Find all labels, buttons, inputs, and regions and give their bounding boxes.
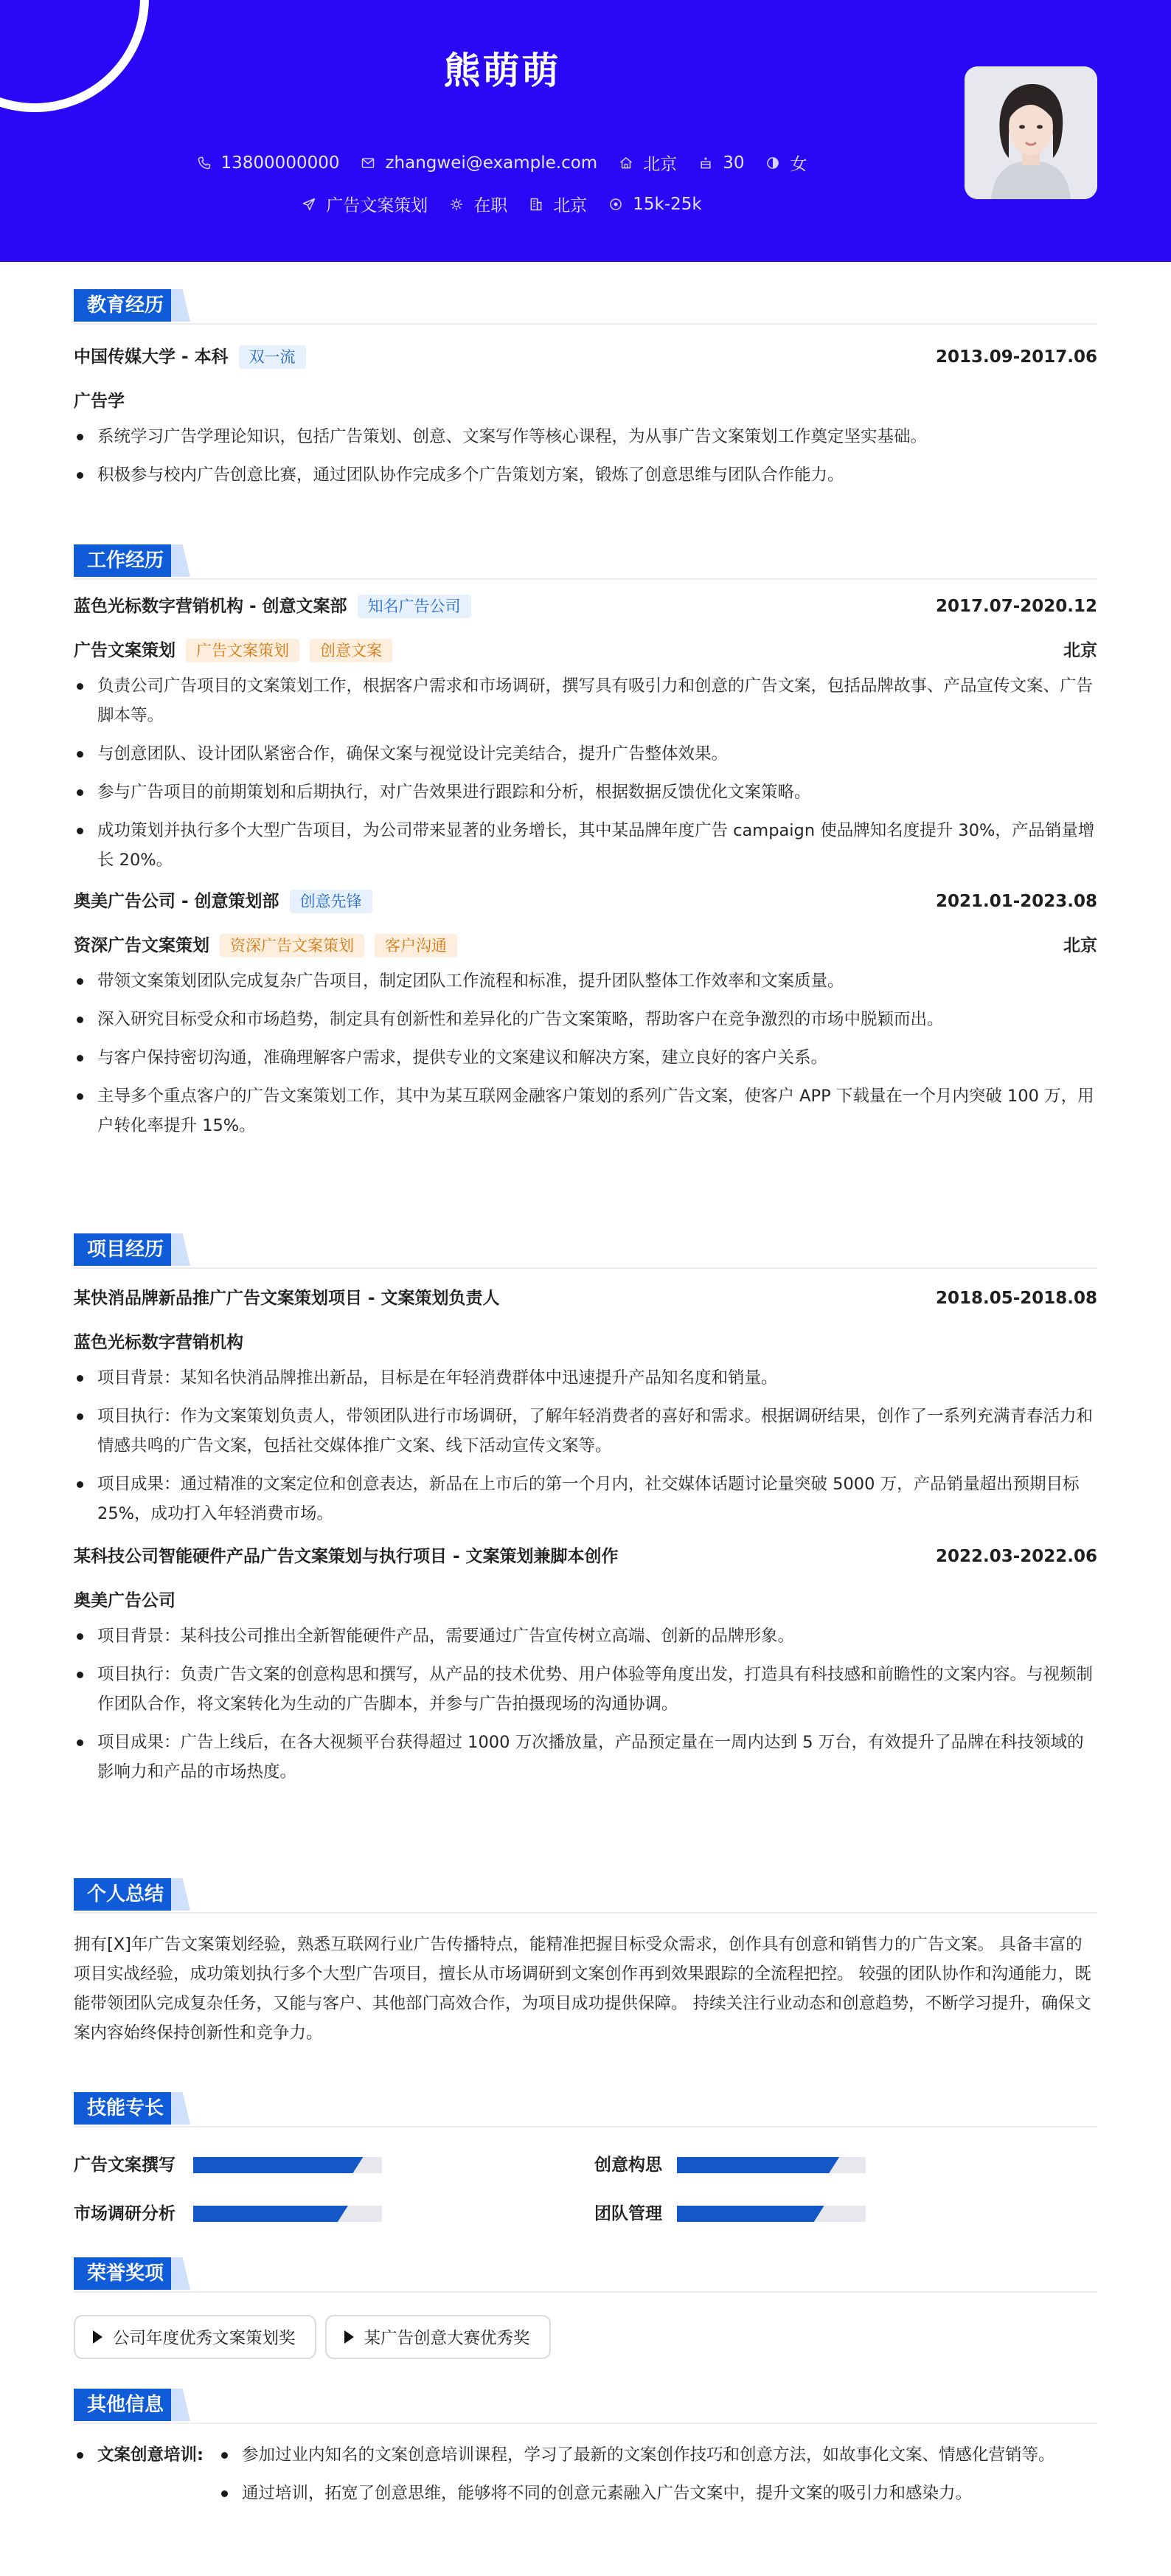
summary-section <box>74 1878 1097 2048</box>
section-header <box>74 1233 1097 1269</box>
avatar <box>965 66 1097 199</box>
skill-tag: 广告文案策划 <box>186 639 299 662</box>
age-icon <box>698 155 714 171</box>
awards-section <box>74 2257 1097 2359</box>
list-item: 项目背景：某知名快消品牌推出新品，目标是在年轻消费群体中迅速提升产品知名度和销量。 <box>74 1363 1097 1393</box>
status-value: 在职 <box>473 196 508 215</box>
project-header <box>74 1284 1097 1313</box>
job-date: 2017.07-2020.12 <box>935 597 1097 616</box>
section-header <box>74 1878 1097 1914</box>
list-item: 成功策划并执行多个大型广告项目，为公司带来显著的业务增长，其中某品牌年度广告 campaign 使品牌知名度提升 30%，产品销量增长 20%。 <box>74 816 1097 875</box>
age-value: 30 <box>723 153 745 173</box>
skills-grid <box>74 2127 1097 2238</box>
target-city-info <box>528 192 587 216</box>
job-city: 北京 <box>1063 936 1097 955</box>
gender-value: 女 <box>790 155 807 174</box>
major-label: 广告学 <box>74 392 125 411</box>
phone-value: 13800000000 <box>220 153 340 173</box>
contact-row <box>0 150 1003 175</box>
skills-section <box>74 2092 1097 2238</box>
company-name: 蓝色光标数字营销机构 - 创意文案部 <box>74 597 347 616</box>
job-role-row <box>74 931 1097 960</box>
summary-text: 拥有[X]年广告文案策划经验，熟悉互联网行业广告传播特点，能精准把握目标受众需求，创作具有创意和销售力的广告文案。 具备丰富的项目实战经验，成功策划执行多个大型广告项目，擅长从市场调研到文案创作再到效果跟踪的全流程把控。 较强的团队协作和沟通能力，既能带领团队完成复杂任务，又能与客户、其他部门高效合作，为项目成功提供保障。 持续关注行业动态和创意趋势，不断学习提升，确保文案内容始终保持创新性和竞争力。 <box>74 1935 1091 2043</box>
project-name: 某快消品牌新品推广广告文案策划项目 - 文案策划负责人 <box>74 1289 500 1308</box>
skill-tag: 客户沟通 <box>375 934 457 958</box>
section-title: 其他信息 <box>74 2389 177 2421</box>
skill-name: 创意构思 <box>594 2156 662 2175</box>
list-item: 带领文案策划团队完成复杂广告项目，制定团队工作流程和标准，提升团队整体工作效率和文案质量。 <box>74 966 1097 996</box>
city-info <box>618 150 677 175</box>
job-header <box>74 887 1097 916</box>
project-date: 2018.05-2018.08 <box>935 1289 1097 1308</box>
skill-name: 团队管理 <box>594 2204 662 2223</box>
status-icon <box>448 196 465 212</box>
skill-tag: 创意文案 <box>310 639 392 662</box>
building-icon <box>528 196 544 212</box>
section-title-decoration <box>171 2389 190 2421</box>
skill-bar-fill <box>677 2157 839 2173</box>
award-item <box>74 2315 316 2359</box>
email-value: zhangwei@example.com <box>385 153 598 173</box>
home-icon <box>618 155 634 171</box>
section-title-decoration <box>171 544 190 577</box>
play-triangle-icon <box>344 2330 354 2344</box>
send-icon <box>301 196 317 212</box>
company-tag: 创意先锋 <box>290 890 372 913</box>
work-section <box>74 544 1097 1149</box>
salary-value: 15k-25k <box>633 194 702 214</box>
skill-bar-fill <box>677 2206 824 2222</box>
job-role: 资深广告文案策划 <box>74 936 209 955</box>
project-date: 2022.03-2022.06 <box>935 1547 1097 1566</box>
section-header <box>74 2257 1097 2293</box>
section-title: 个人总结 <box>74 1878 177 1911</box>
job-intent-row <box>0 192 1003 216</box>
award-label: 某广告创意大赛优秀奖 <box>364 2329 530 2348</box>
section-title: 教育经历 <box>74 289 177 322</box>
email-info <box>360 153 597 173</box>
projects-section <box>74 1233 1097 1796</box>
education-date: 2013.09-2017.06 <box>935 347 1097 367</box>
job-bullets <box>74 966 1097 1140</box>
section-header <box>74 2389 1097 2424</box>
play-triangle-icon <box>93 2330 102 2344</box>
job-role: 广告文案策划 <box>74 641 176 660</box>
salary-info <box>608 195 701 214</box>
list-item: 与创意团队、设计团队紧密合作，确保文案与视觉设计完美结合，提升广告整体效果。 <box>74 739 1097 769</box>
list-item: 负责公司广告项目的文案策划工作，根据客户需求和市场调研，撰写具有吸引力和创意的广告文案，包括品牌故事、产品宣传文案、广告脚本等。 <box>74 671 1097 730</box>
project-org-label: 蓝色光标数字营销机构 <box>74 1333 243 1352</box>
section-title-decoration <box>171 289 190 322</box>
list-item: 参与广告项目的前期策划和后期执行，对广告效果进行跟踪和分析，根据数据反馈优化文案策略。 <box>74 778 1097 807</box>
skill-bar <box>677 2206 866 2222</box>
section-header <box>74 289 1097 325</box>
job-date: 2021.01-2023.08 <box>935 892 1097 911</box>
company-tag: 知名广告公司 <box>358 595 471 618</box>
skill-tag: 资深广告文案策划 <box>220 934 364 958</box>
age-info <box>698 153 744 173</box>
education-bullets <box>74 422 1097 490</box>
list-item: 项目执行：作为文案策划负责人，带领团队进行市场调研，了解年轻消费者的喜好和需求。根据调研结果，创作了一系列充满青春活力和情感共鸣的广告文案，包括社交媒体推广文案、线下活动宣传文案等。 <box>74 1402 1097 1461</box>
target-role-info <box>301 192 428 216</box>
gender-icon <box>765 155 781 171</box>
section-title: 工作经历 <box>74 544 177 577</box>
job-bullets <box>74 671 1097 875</box>
gender-info <box>765 150 807 175</box>
section-title: 项目经历 <box>74 1233 177 1266</box>
list-item: 积极参与校内广告创意比赛，通过团队协作完成多个广告策划方案，锻炼了创意思维与团队合作能力。 <box>74 460 1097 490</box>
section-header <box>74 544 1097 580</box>
major <box>74 387 1097 416</box>
money-icon <box>608 196 624 212</box>
bullet-dot <box>77 2452 83 2459</box>
list-item: 项目成果：通过精准的文案定位和创意表达，新品在上市后的第一个月内，社交媒体话题讨论量突破 5000 万，产品销量超出预期目标 25%，成功打入年轻消费市场。 <box>74 1469 1097 1528</box>
target-role-value: 广告文案策划 <box>326 196 428 215</box>
awards-list <box>74 2315 1097 2359</box>
target-city-value: 北京 <box>553 196 588 215</box>
project-org <box>74 1328 1097 1357</box>
project-org-label: 奥美广告公司 <box>74 1591 176 1610</box>
award-label: 公司年度优秀文案策划奖 <box>113 2329 296 2348</box>
project-org <box>74 1586 1097 1616</box>
skill-name: 市场调研分析 <box>74 2204 176 2223</box>
skill-bar <box>193 2157 382 2173</box>
resume-header <box>0 0 1171 262</box>
city-value: 北京 <box>643 155 678 174</box>
list-item: 主导多个重点客户的广告文案策划工作，其中为某互联网金融客户策划的系列广告文案，使客户 APP 下载量在一个月内突破 100 万，用户转化率提升 15%。 <box>74 1081 1097 1140</box>
job-header <box>74 592 1097 621</box>
other-info-bullets <box>218 2440 1097 2508</box>
skill-bar <box>677 2157 866 2173</box>
section-title-decoration <box>171 2257 190 2290</box>
section-title: 荣誉奖项 <box>74 2257 177 2290</box>
section-title: 技能专长 <box>74 2092 177 2125</box>
list-item: 系统学习广告学理论知识，包括广告策划、创意、文案写作等核心课程，为从事广告文案策划工作奠定坚实基础。 <box>74 422 1097 451</box>
section-title-decoration <box>171 2092 190 2125</box>
other-info-label: 文案创意培训: <box>97 2445 204 2465</box>
company-name: 奥美广告公司 - 创意策划部 <box>74 892 279 911</box>
phone-info <box>196 153 340 173</box>
job-city: 北京 <box>1063 641 1097 660</box>
status-info <box>448 192 507 216</box>
section-title-decoration <box>171 1878 190 1911</box>
phone-icon <box>196 155 212 171</box>
project-bullets <box>74 1621 1097 1787</box>
skill-name: 广告文案撰写 <box>74 2156 176 2175</box>
skill-bar <box>193 2206 382 2222</box>
section-header <box>74 2092 1097 2127</box>
list-item: 参加过业内知名的文案创意培训课程，学习了最新的文案创作技巧和创意方法，如故事化文案、情感化营销等。 <box>218 2440 1097 2470</box>
list-item: 深入研究目标受众和市场趋势，制定具有创新性和差异化的广告文案策略，帮助客户在竞争激烈的市场中脱颖而出。 <box>74 1005 1097 1034</box>
school-tag: 双一流 <box>239 345 306 369</box>
list-item: 项目背景：某科技公司推出全新智能硬件产品，需要通过广告宣传树立高端、创新的品牌形象。 <box>74 1621 1097 1651</box>
section-title-decoration <box>171 1233 190 1266</box>
award-item <box>325 2315 551 2359</box>
list-item: 通过培训，拓宽了创意思维，能够将不同的创意元素融入广告文案中，提升文案的吸引力和感染力。 <box>218 2479 1097 2508</box>
job-role-row <box>74 636 1097 665</box>
other-info-item <box>74 2440 1097 2508</box>
education-entry-header <box>74 342 1097 372</box>
list-item: 与客户保持密切沟通，准确理解客户需求，提供专业的文案建议和解决方案，建立良好的客户关系。 <box>74 1043 1097 1073</box>
list-item: 项目执行：负责广告文案的创意构思和撰写，从产品的技术优势、用户体验等角度出发，打造具有科技感和前瞻性的文案内容。与视频制作团队合作，将文案转化为生动的广告脚本，并参与广告拍摄现场的沟通协调。 <box>74 1660 1097 1719</box>
skill-bar-fill <box>193 2157 363 2173</box>
other-info-section <box>74 2389 1097 2517</box>
project-bullets <box>74 1363 1097 1528</box>
list-item: 项目成果：广告上线后，在各大视频平台获得超过 1000 万次播放量，产品预定量在一周内达到 5 万台，有效提升了品牌在科技领域的影响力和产品的市场热度。 <box>74 1728 1097 1787</box>
school-name: 中国传媒大学 - 本科 <box>74 347 229 367</box>
mail-icon <box>360 155 376 171</box>
skill-bar-fill <box>193 2206 348 2222</box>
education-section <box>74 289 1097 499</box>
project-name: 某科技公司智能硬件产品广告文案策划与执行项目 - 文案策划兼脚本创作 <box>74 1547 619 1566</box>
project-header <box>74 1542 1097 1571</box>
candidate-name: 熊萌萌 <box>443 49 561 92</box>
